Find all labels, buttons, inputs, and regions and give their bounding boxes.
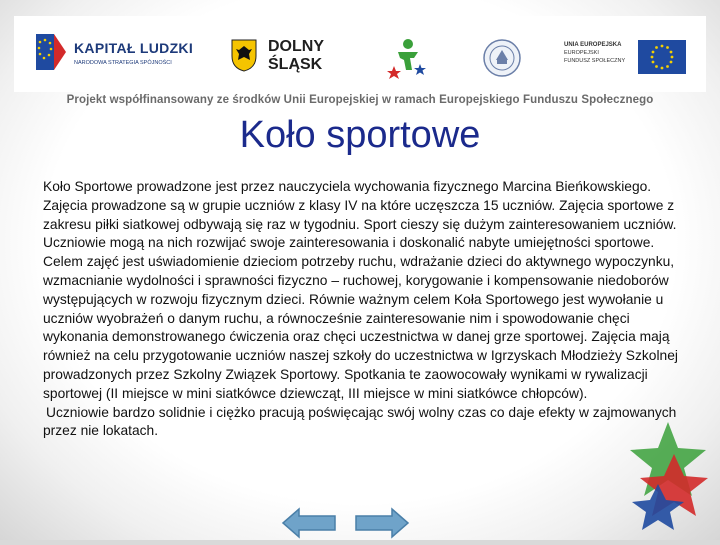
project-funding-line: Projekt współfinansowany ze środków Unii Europejskiej w ramach Europejskiego Funduszu Społecznego bbox=[66, 94, 654, 106]
next-slide-button[interactable] bbox=[354, 506, 410, 540]
slide-body bbox=[43, 178, 683, 441]
kapital-ludzki-mark-icon bbox=[34, 30, 68, 74]
children-figure-icon bbox=[384, 36, 430, 82]
kapital-ludzki-subtitle: NARODOWA STRATEGIA SPÓJNOŚCI bbox=[74, 60, 172, 66]
unia-europejska-text bbox=[564, 42, 644, 64]
dolny-slask-logo bbox=[230, 38, 340, 84]
previous-slide-button[interactable] bbox=[281, 506, 337, 540]
unia-line3: FUNDUSZ SPOŁECZNY bbox=[564, 58, 626, 64]
eu-flag-icon bbox=[638, 40, 686, 74]
arrow-left-icon bbox=[281, 506, 337, 540]
logo-bar bbox=[14, 16, 706, 92]
corner-stars-logo-icon bbox=[628, 414, 720, 540]
school-seal-icon bbox=[482, 38, 522, 78]
dolny-slask-line1: DOLNY bbox=[268, 38, 324, 55]
unia-line1: UNIA EUROPEJSKA bbox=[564, 42, 622, 48]
eagle-shield-icon bbox=[230, 38, 258, 72]
body-paragraph-2: Uczniowie bardzo solidnie i ciężko pracują poświęcając swój wolny czas co daje efekty w zajmowanych przez nie lokatach. bbox=[43, 404, 677, 439]
arrow-right-icon bbox=[354, 506, 410, 540]
unia-line2: EUROPEJSKI bbox=[564, 50, 599, 56]
kapital-ludzki-title: KAPITAŁ LUDZKI bbox=[74, 40, 194, 56]
dolny-slask-line2: ŚLĄSK bbox=[268, 56, 323, 73]
body-paragraph-1: Koło Sportowe prowadzone jest przez nauczyciela wychowania fizycznego Marcina Bieńkowskiego. Zajęcia prowadzone są w grupie uczniów z klasy IV na które uczęszcza 15 uczniów. Zajęcia sportowe z zakresu piłki siatkowej odbywają się raz w tygodniu. Sport cieszy się dużym zainteresowaniem uczniów. Uczniowie mogą na nich rozwijać swoje zainteresowania i doskonalić nabyte umiejętności sportowe. Celem zajęć jest uświadomienie dzieciom potrzeby ruchu, wdrażanie dzieci do aktywnego wypoczynku, wzmacnianie wydolności i sprawności fizyczno – ruchowej, korygowanie i kompensowanie niedoborów występujących w rozwoju fizycznym dzieci. Równie ważnym celem Koła Sportowego jest wywołanie u uczniów wyobrażeń o danym ruchu, a równocześnie zainteresowanie nim i spowodowanie chęci wykonania demonstrowanego ćwiczenia oraz chęci uczestnictwa w danej grze sportowej. Zajęcia mają również na celu przygotowanie uczniów naszej szkoły do uczestnictwa w Igrzyskach Młodzieży Szkolnej prowadzonych przez Szkolny Związek Sportowy. Spotkania te zaowocowały wynikami w rywalizacji sportowej (II miejsce w mini siatkówce dziewcząt, III miejsce w mini siatkówce chłopców). bbox=[43, 179, 678, 401]
kapital-ludzki-logo bbox=[34, 30, 194, 82]
slide-title: Koło sportowe bbox=[239, 114, 481, 156]
